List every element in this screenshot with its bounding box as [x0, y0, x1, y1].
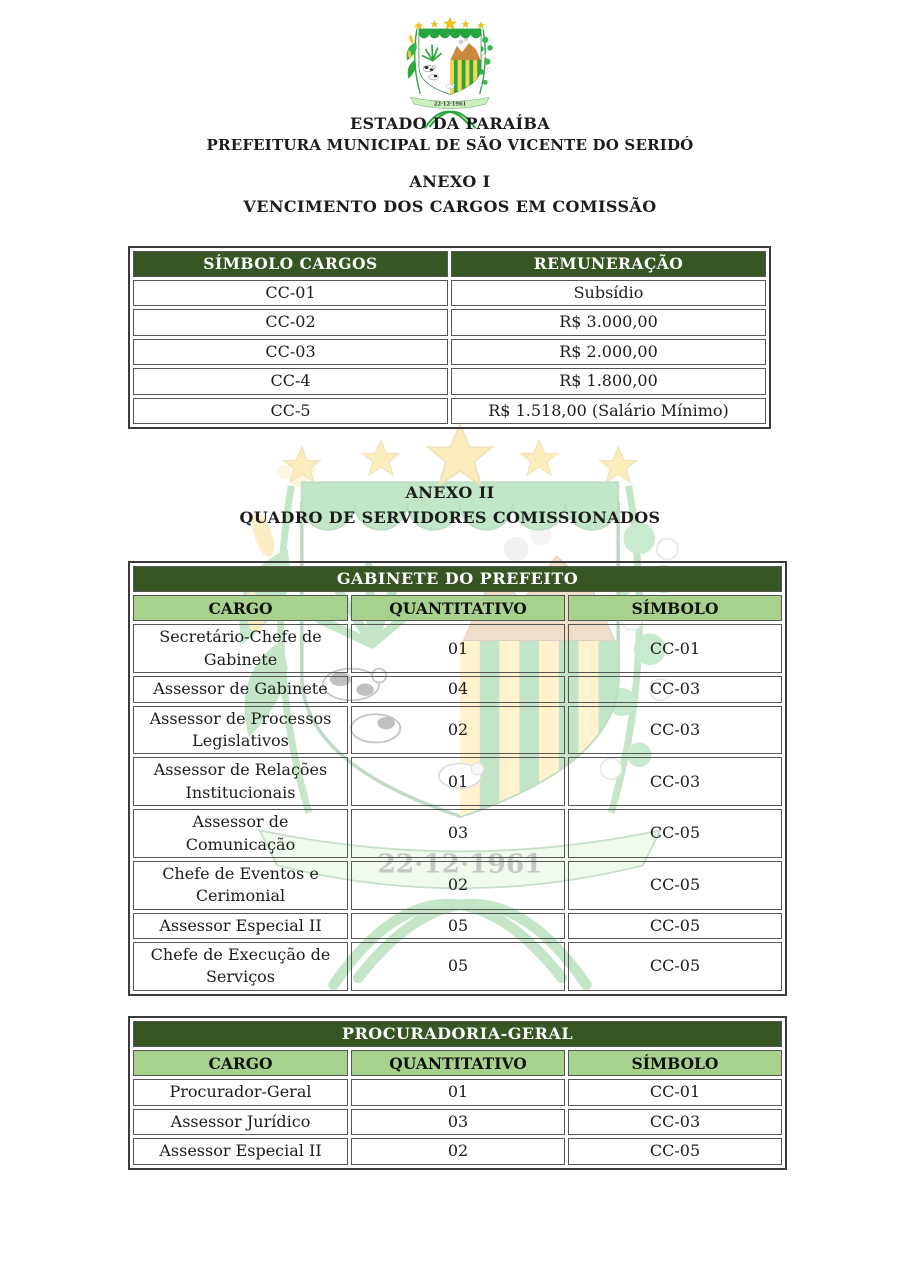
section-banner-row [133, 1021, 782, 1047]
table-header-row [133, 251, 766, 277]
column-header-remuneracao: REMUNERAÇÃO [451, 251, 766, 277]
simbolo-cell: CC-5 [133, 398, 448, 424]
section-banner: GABINETE DO PREFEITO [133, 566, 782, 592]
simbolo-cell: CC-05 [568, 861, 782, 910]
quantitativo-cell: 02 [351, 861, 565, 910]
table-row [133, 368, 766, 394]
section-banner-row [133, 566, 782, 592]
anexo2-subtitle: QUADRO DE SERVIDORES COMISSIONADOS [239, 508, 661, 527]
quantitativo-cell: 04 [351, 676, 565, 702]
cargo-cell: Assessor de Gabinete [133, 676, 348, 702]
simbolo-cell: CC-03 [568, 757, 782, 806]
simbolo-cell: CC-05 [568, 942, 782, 991]
table-row [133, 624, 782, 673]
column-header-cargo: CARGO [133, 1050, 348, 1076]
table-row [133, 809, 782, 858]
simbolo-cell: CC-4 [133, 368, 448, 394]
header-municipality-line: PREFEITURA MUNICIPAL DE SÃO VICENTE DO SERIDÓ [206, 136, 694, 154]
simbolo-cell: CC-05 [568, 809, 782, 858]
table-row [133, 913, 782, 939]
table-row [133, 1138, 782, 1164]
quantitativo-cell: 02 [351, 706, 565, 755]
table-row [133, 676, 782, 702]
remuneracao-cell: R$ 2.000,00 [451, 339, 766, 365]
cargo-cell: Assessor Especial II [133, 913, 348, 939]
table-row [133, 861, 782, 910]
remuneracao-cell: R$ 1.800,00 [451, 368, 766, 394]
table-row [133, 398, 766, 424]
anexo1-title: ANEXO I [409, 172, 491, 191]
table-row [133, 1109, 782, 1135]
anexo1-subtitle: VENCIMENTO DOS CARGOS EM COMISSÃO [243, 197, 657, 216]
column-header-simbolo: SÍMBOLO [568, 1050, 782, 1076]
quantitativo-cell: 02 [351, 1138, 565, 1164]
simbolo-cell: CC-03 [568, 1109, 782, 1135]
cargo-cell: Chefe de Execução de Serviços [133, 942, 348, 991]
simbolo-cell: CC-05 [568, 913, 782, 939]
quantitativo-cell: 05 [351, 913, 565, 939]
header-state-line: ESTADO DA PARAÍBA [350, 114, 550, 133]
column-header-quantitativo: QUANTITATIVO [351, 1050, 565, 1076]
table-row [133, 757, 782, 806]
cargo-cell: Assessor de Comunicação [133, 809, 348, 858]
simbolo-cell: CC-05 [568, 1138, 782, 1164]
column-header-quantitativo: QUANTITATIVO [351, 595, 565, 621]
anexo1-remuneration-table [128, 246, 771, 429]
cargo-cell: Assessor de Processos Legislativos [133, 706, 348, 755]
remuneracao-cell: Subsídio [451, 280, 766, 306]
simbolo-cell: CC-01 [568, 1079, 782, 1105]
quantitativo-cell: 01 [351, 1079, 565, 1105]
column-header-simbolo: SÍMBOLO [568, 595, 782, 621]
cargo-cell: Assessor de Relações Institucionais [133, 757, 348, 806]
section-banner: PROCURADORIA-GERAL [133, 1021, 782, 1047]
quantitativo-cell: 03 [351, 1109, 565, 1135]
quantitativo-cell: 05 [351, 942, 565, 991]
column-header-simbolo-cargos: SÍMBOLO CARGOS [133, 251, 448, 277]
procuradoria-geral-table [128, 1016, 787, 1170]
table-header-row [133, 595, 782, 621]
cargo-cell: Chefe de Eventos e Cerimonial [133, 861, 348, 910]
cargo-cell: Procurador-Geral [133, 1079, 348, 1105]
table-row [133, 309, 766, 335]
simbolo-cell: CC-03 [568, 676, 782, 702]
remuneracao-cell: R$ 1.518,00 (Salário Mínimo) [451, 398, 766, 424]
gabinete-do-prefeito-table [128, 561, 787, 996]
cargo-cell: Assessor Jurídico [133, 1109, 348, 1135]
quantitativo-cell: 01 [351, 757, 565, 806]
quantitativo-cell: 03 [351, 809, 565, 858]
cargo-cell: Assessor Especial II [133, 1138, 348, 1164]
simbolo-cell: CC-03 [133, 339, 448, 365]
column-header-cargo: CARGO [133, 595, 348, 621]
table-row [133, 706, 782, 755]
simbolo-cell: CC-01 [568, 624, 782, 673]
table-row [133, 280, 766, 306]
table-row [133, 1079, 782, 1105]
remuneracao-cell: R$ 3.000,00 [451, 309, 766, 335]
simbolo-cell: CC-01 [133, 280, 448, 306]
quantitativo-cell: 01 [351, 624, 565, 673]
anexo2-title: ANEXO II [405, 483, 495, 502]
cargo-cell: Secretário-Chefe de Gabinete [133, 624, 348, 673]
simbolo-cell: CC-02 [133, 309, 448, 335]
municipal-crest-icon [398, 15, 502, 129]
simbolo-cell: CC-03 [568, 706, 782, 755]
table-header-row [133, 1050, 782, 1076]
table-row [133, 942, 782, 991]
table-row [133, 339, 766, 365]
